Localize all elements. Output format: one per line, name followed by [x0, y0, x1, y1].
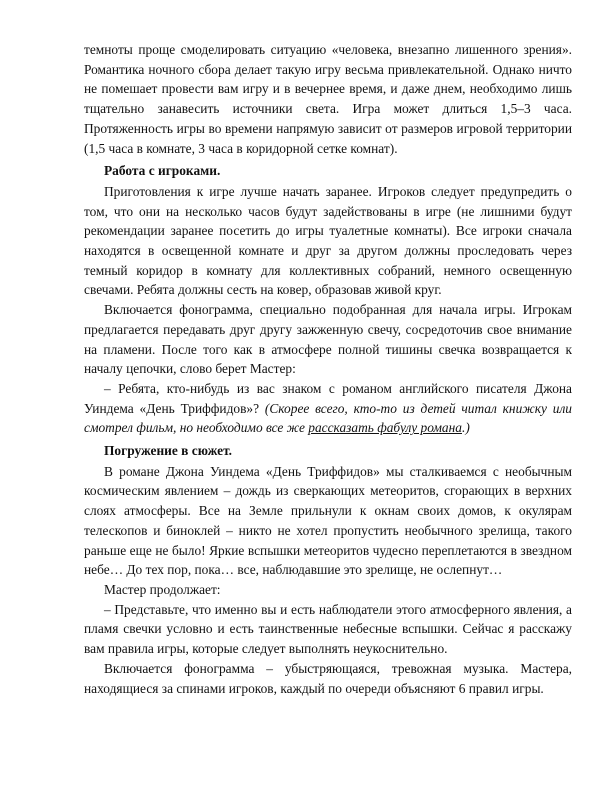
master-question-note-end: .)	[461, 420, 470, 436]
paragraph-master-continues: Мастер продолжает:	[104, 581, 221, 597]
paragraph-preparations: Приготовления к игре лучше начать заранее. Игроков следует предупредить о том, что они на несколько часов будут задействованы в игре (не лишними будут рекомендации заранее посетить до игры туалетные комнаты). Все игроки сначала находятся в освещенной комнате и друг за другом должны проследовать через темный коридор в комнату для коллективных собраний, немного освещенную свечами. Ребята должны сесть на ковер, образовав живой круг.	[84, 183, 572, 298]
master-question-note: (Скорее всего, кто-то из детей читал книжку или смотрел фильм, но необходимо все же	[84, 400, 572, 436]
paragraph-soundtrack: Включается фонограмма, специально подобранная для начала игры. Игрокам предлагается передавать друг другу зажженную свечу, сосредоточив свое внимание на пламени. После того как в атмосфере полной тишины свечка возвращается к началу цепочки, слово берет Мастер:	[84, 302, 572, 377]
heading-work-with-players: Работа с игроками.	[104, 163, 221, 179]
paragraph-intro: темноты проще смоделировать ситуацию «человека, внезапно лишенного зрения». Романтика ночного сбора делает такую игру весьма привлекательной. Однако ничто не помешает провести вам игру и в вечернее время, и даже днем, необходимо лишь тщательно занавесить источники света. Игра может длиться 1,5–3 часа. Протяженность игры во времени напрямую зависит от размеров игровой территории (1,5 часа в комнате, 3 часа в коридорной сетке комнат).	[84, 42, 572, 156]
paragraph-master-question	[84, 379, 572, 438]
master-question-text: – Ребята, кто-нибудь из вас знаком с романом английского писателя Джона Уиндема «День Триффидов»?	[84, 380, 572, 416]
paragraph-novel-summary: В романе Джона Уиндема «День Триффидов» мы сталкиваемся с необычным космическим явлением – дождь из сверкающих метеоритов, сгорающих в верхних слоях атмосферы. Все на Земле прильнули к окнам своих домов, к окулярам телескопов и биноклей – никто не хотел пропустить необычного зрелища, такого раньше еще не было! Яркие вспышки метеоритов чудесно переплетаются в звездном небе… До тех пор, пока… все, наблюдавшие это зрелище, не ослепнут…	[84, 463, 572, 578]
document-page	[84, 40, 572, 698]
master-question-note-underlined: рассказать фабулу романа	[308, 420, 462, 436]
paragraph-imagine: – Представьте, что именно вы и есть наблюдатели этого атмосферного явления, а пламя свечки условно и есть таинственные небесные вспышки. Сейчас я расскажу вам правила игры, которые следует выполнять неукоснительно.	[84, 601, 572, 657]
heading-immersion: Погружение в сюжет.	[104, 443, 232, 459]
paragraph-rules: Включается фонограмма – убыстряющаяся, тревожная музыка. Мастера, находящиеся за спинами игроков, каждый по очереди объясняют 6 правил игры.	[84, 660, 572, 696]
